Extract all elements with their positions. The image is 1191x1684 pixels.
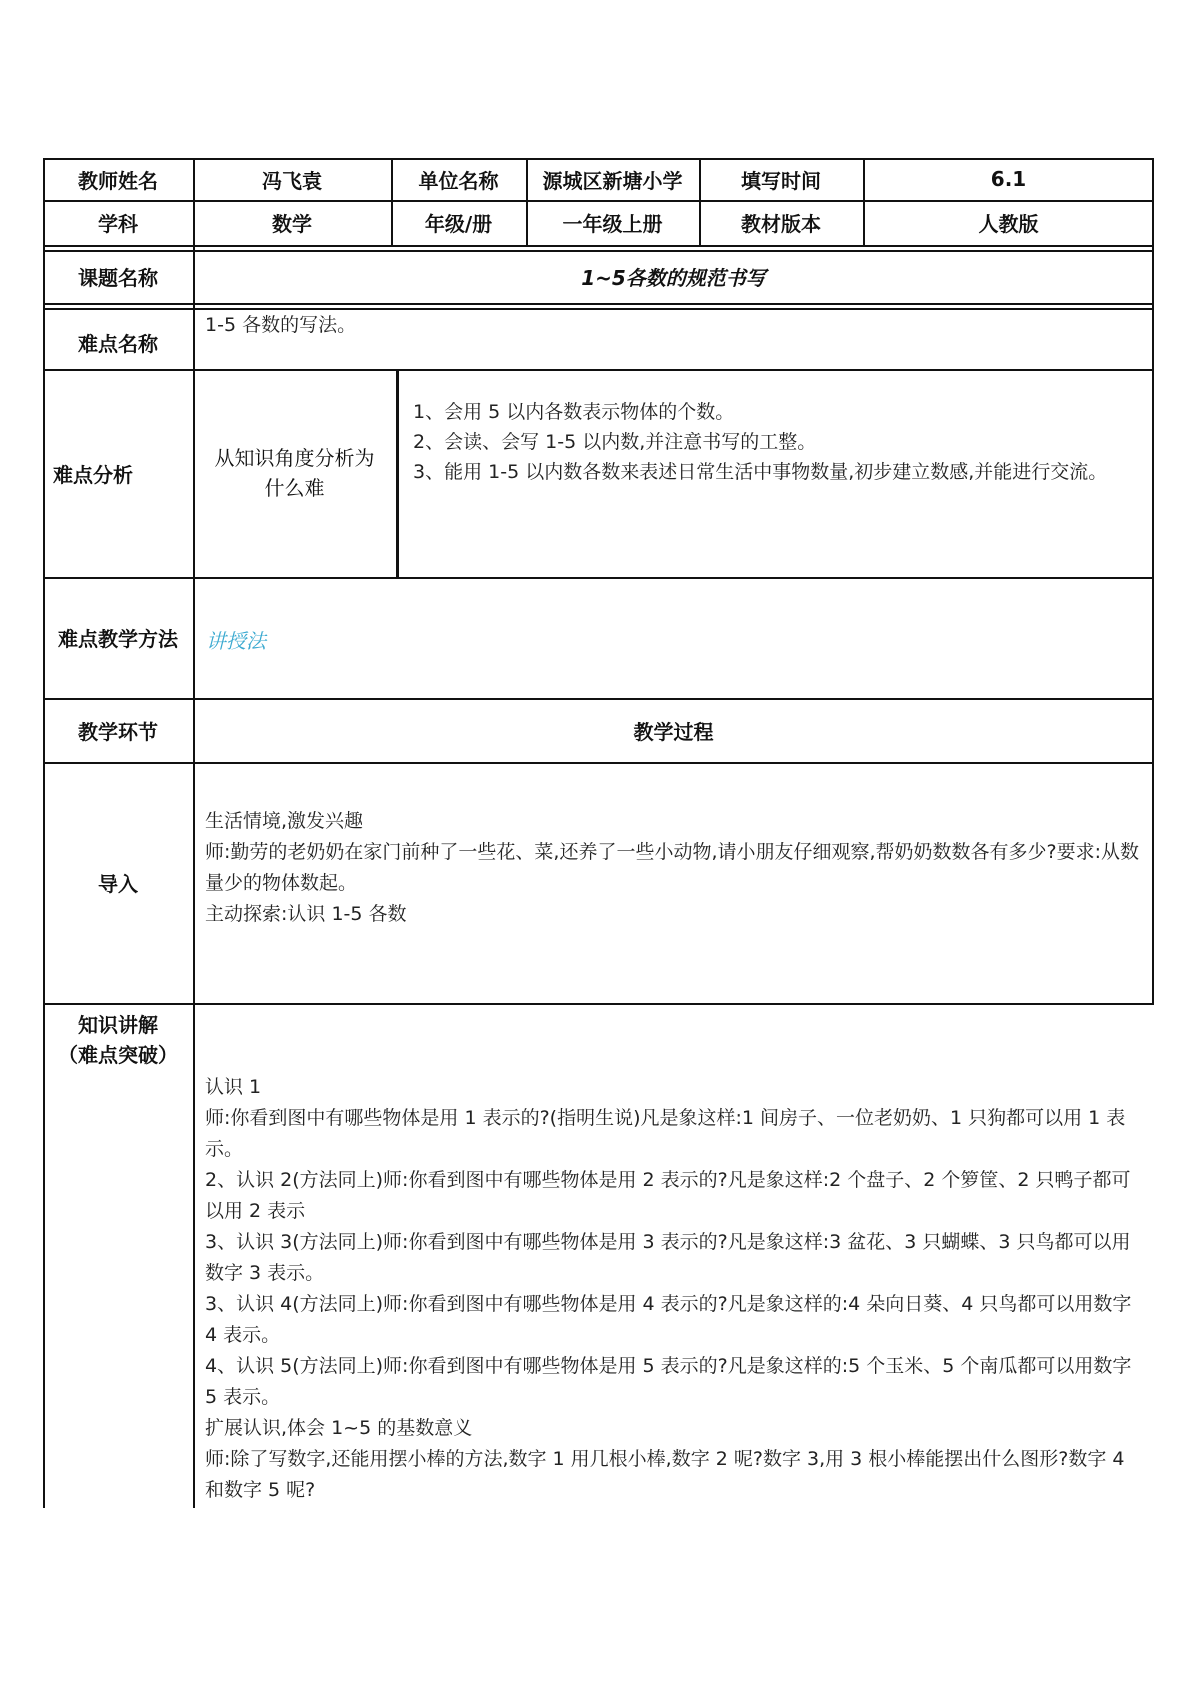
row-border <box>43 762 1154 764</box>
date-value: 6.1 <box>990 167 1027 191</box>
method-label: 难点教学方法 <box>58 627 178 651</box>
knowledge-line: 师:除了写数字,还能用摆小棒的方法,数字 1 用几根小棒,数字 2 呢?数字 3,用 3 根小棒能摆出什么图形?数字 4 和数字 5 呢? <box>205 1448 1125 1501</box>
knowledge-line: 师:你看到图中有哪些物体是用 1 表示的?(指明生说)凡是象这样:1 间房子、一位老奶奶、1 只狗都可以用 1 表示。 <box>205 1107 1126 1160</box>
knowledge-line: 认识 1 <box>205 1076 262 1098</box>
teacher-label: 教师姓名 <box>78 168 158 193</box>
knowledge-line: 4、认识 5(方法同上)师:你看到图中有哪些物体是用 5 表示的?凡是象这样的:5 个玉米、5 个南瓜都可以用数字 5 表示。 <box>205 1355 1132 1408</box>
analysis-point: 2、会读、会写 1-5 以内数,并注意书写的工整。 <box>413 431 817 453</box>
analysis-label: 难点分析 <box>53 462 133 487</box>
date-label: 填写时间 <box>741 168 821 193</box>
subject-label: 学科 <box>98 212 138 236</box>
lesson-plan-table <box>43 158 1154 1508</box>
analysis-point: 3、能用 1-5 以内数各数来表述日常生活中事物数量,初步建立数感,并能进行交流。 <box>413 461 1108 483</box>
intro-content <box>205 806 1140 930</box>
knowledge-line: 2、认识 2(方法同上)师:你看到图中有哪些物体是用 2 表示的?凡是象这样:2 个盘子、2 个箩筐、2 只鸭子都可以用 2 表示 <box>205 1169 1131 1222</box>
knowledge-content <box>205 1072 1140 1506</box>
method-value: 讲授法 <box>206 629 266 653</box>
row-border <box>43 1003 1154 1005</box>
knowledge-line: 3、认识 3(方法同上)师:你看到图中有哪些物体是用 3 表示的?凡是象这样:3 盆花、3 只蝴蝶、3 只鸟都可以用数字 3 表示。 <box>205 1231 1131 1284</box>
analysis-point: 1、会用 5 以内各数表示物体的个数。 <box>413 401 735 423</box>
difficulty-label: 难点名称 <box>78 332 158 356</box>
intro-line: 主动探索:认识 1-5 各数 <box>205 903 407 925</box>
topic-value: 1~5各数的规范书写 <box>581 266 766 290</box>
difficulty-value: 1-5 各数的写法。 <box>205 314 357 336</box>
grade-value: 一年级上册 <box>562 212 663 236</box>
process-label: 教学环节 <box>78 719 158 744</box>
knowledge-label-line1: 知识讲解 <box>78 1013 158 1037</box>
knowledge-line: 扩展认识,体会 1~5 的基数意义 <box>205 1417 473 1439</box>
knowledge-label <box>43 1010 193 1070</box>
teacher-value: 冯飞袁 <box>262 168 322 193</box>
topic-label: 课题名称 <box>78 266 158 290</box>
analysis-points <box>413 397 1143 487</box>
row-border <box>43 303 1154 305</box>
row-border <box>43 245 1154 247</box>
subject-value: 数学 <box>272 212 312 236</box>
grade-label: 年级/册 <box>424 212 493 236</box>
col-border <box>396 369 399 577</box>
intro-line: 师:勤劳的老奶奶在家门前种了一些花、菜,还养了一些小动物,请小朋友仔细观察,帮奶奶数数各有多少?要求:从数量少的物体数起。 <box>205 841 1140 894</box>
intro-label: 导入 <box>98 872 138 896</box>
analysis-sublabel: 从知识角度分析为什么难 <box>214 446 375 500</box>
edition-label: 教材版本 <box>741 212 821 236</box>
process-value: 教学过程 <box>633 719 714 744</box>
unit-value: 源城区新塘小学 <box>542 168 683 193</box>
col-border <box>193 158 195 1508</box>
intro-line: 生活情境,激发兴趣 <box>205 810 364 832</box>
edition-value: 人教版 <box>978 212 1039 236</box>
unit-label: 单位名称 <box>418 168 499 193</box>
knowledge-line: 3、认识 4(方法同上)师:你看到图中有哪些物体是用 4 表示的?凡是象这样的:4 朵向日葵、4 只鸟都可以用数字 4 表示。 <box>205 1293 1132 1346</box>
row-border <box>43 577 1154 579</box>
knowledge-label-line2: （难点突破） <box>58 1043 178 1067</box>
